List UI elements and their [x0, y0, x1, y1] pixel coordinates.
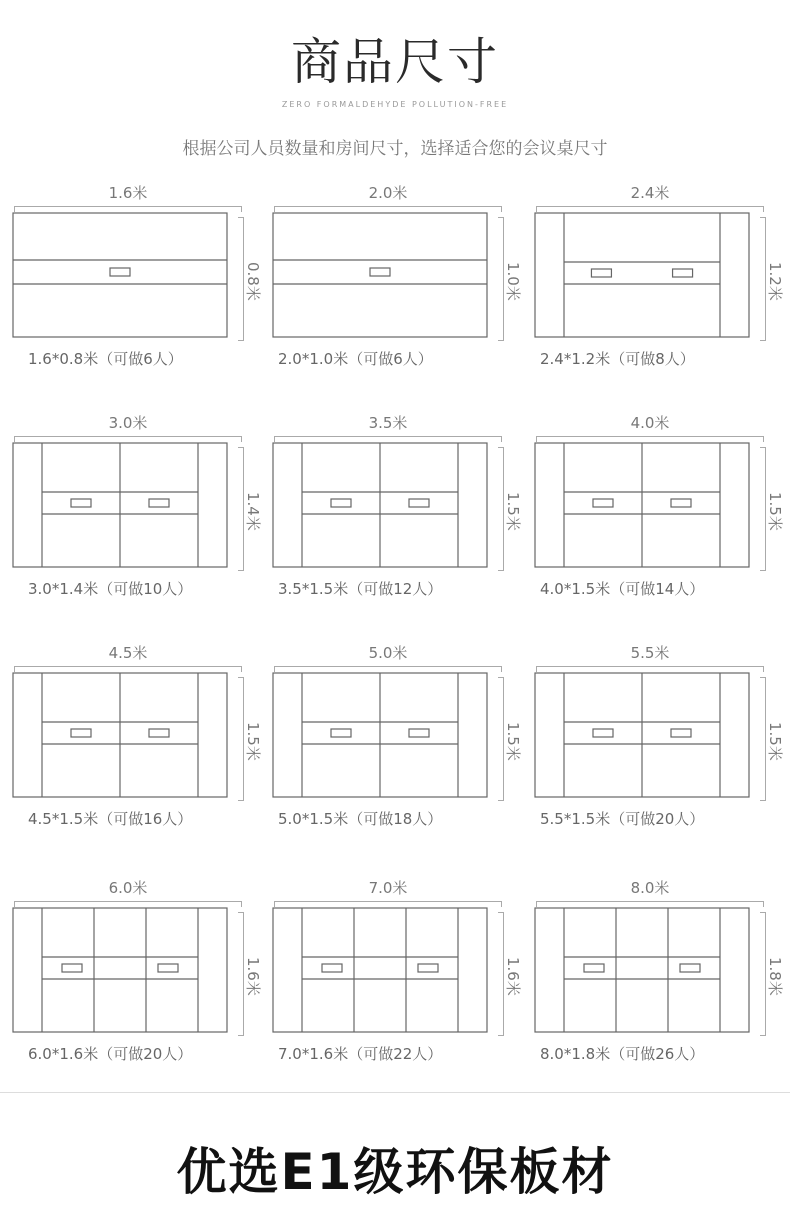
table-diagram [534, 212, 750, 338]
section-divider [0, 1092, 790, 1093]
size-caption: 4.0*1.5米（可做14人） [540, 580, 705, 598]
power-socket-icon [370, 268, 390, 276]
power-socket-icon [71, 499, 91, 507]
width-label: 3.5米 [368, 414, 408, 432]
power-socket-icon [331, 729, 351, 737]
subtitle-english: ZERO FORMALDEHYDE POLLUTION-FREE [281, 100, 509, 109]
size-card [272, 182, 534, 382]
power-socket-icon [110, 268, 130, 276]
table-outline [273, 908, 487, 1032]
width-label: 3.0米 [108, 414, 148, 432]
size-card [12, 182, 274, 382]
power-socket-icon [671, 729, 691, 737]
table-diagram [534, 907, 750, 1033]
power-socket-icon [409, 729, 429, 737]
width-label: 1.6米 [108, 184, 148, 202]
power-socket-icon [593, 729, 613, 737]
size-card [534, 412, 790, 612]
size-caption: 4.5*1.5米（可做16人） [28, 810, 193, 828]
width-label: 5.5米 [630, 644, 670, 662]
size-caption: 6.0*1.6米（可做20人） [28, 1045, 193, 1063]
table-diagram [12, 672, 228, 798]
size-caption: 5.0*1.5米（可做18人） [278, 810, 443, 828]
power-socket-icon [418, 964, 438, 972]
footer-title: 优选E1级环保板材 [176, 1143, 614, 1201]
height-label: 1.5米 [504, 492, 522, 531]
height-label: 1.5米 [766, 492, 784, 531]
width-label: 7.0米 [368, 879, 408, 897]
size-caption: 8.0*1.8米（可做26人） [540, 1045, 705, 1063]
height-label: 1.5米 [504, 722, 522, 761]
height-label: 1.6米 [244, 957, 262, 996]
power-socket-icon [71, 729, 91, 737]
size-card [12, 642, 274, 842]
size-caption: 2.0*1.0米（可做6人） [278, 350, 433, 368]
table-diagram [534, 672, 750, 798]
size-caption: 7.0*1.6米（可做22人） [278, 1045, 443, 1063]
width-label: 5.0米 [368, 644, 408, 662]
table-outline [13, 908, 227, 1032]
power-socket-icon [584, 964, 604, 972]
power-socket-icon [409, 499, 429, 507]
size-card [534, 182, 790, 382]
size-caption: 1.6*0.8米（可做6人） [28, 350, 183, 368]
table-diagram [272, 442, 488, 568]
page-subtitle: 根据公司人员数量和房间尺寸，选择适合您的会议桌尺寸 [182, 139, 608, 159]
size-card [272, 642, 534, 842]
table-outline [535, 908, 749, 1032]
table-outline [535, 213, 749, 337]
height-label: 1.5米 [244, 722, 262, 761]
size-card [534, 877, 790, 1077]
table-diagram [272, 907, 488, 1033]
width-label: 6.0米 [108, 879, 148, 897]
width-label: 4.0米 [630, 414, 670, 432]
width-label: 2.0米 [368, 184, 408, 202]
table-diagram [12, 442, 228, 568]
power-socket-icon [149, 729, 169, 737]
table-outline [273, 213, 487, 337]
power-socket-icon [331, 499, 351, 507]
power-socket-icon [158, 964, 178, 972]
size-card [12, 877, 274, 1077]
size-caption: 3.0*1.4米（可做10人） [28, 580, 193, 598]
height-label: 0.8米 [244, 262, 262, 301]
width-label: 2.4米 [630, 184, 670, 202]
power-socket-icon [593, 499, 613, 507]
height-label: 1.2米 [766, 262, 784, 301]
height-label: 1.6米 [504, 957, 522, 996]
power-socket-icon [591, 269, 611, 277]
size-caption: 5.5*1.5米（可做20人） [540, 810, 705, 828]
height-label: 1.0米 [504, 262, 522, 301]
power-socket-icon [62, 964, 82, 972]
page-title: 商品尺寸 [291, 33, 499, 91]
table-diagram [272, 212, 488, 338]
width-label: 4.5米 [108, 644, 148, 662]
height-label: 1.4米 [244, 492, 262, 531]
size-caption: 2.4*1.2米（可做8人） [540, 350, 695, 368]
size-card [534, 642, 790, 842]
size-caption: 3.5*1.5米（可做12人） [278, 580, 443, 598]
power-socket-icon [680, 964, 700, 972]
power-socket-icon [149, 499, 169, 507]
height-label: 1.5米 [766, 722, 784, 761]
table-diagram [534, 442, 750, 568]
table-diagram [12, 212, 228, 338]
power-socket-icon [673, 269, 693, 277]
height-label: 1.8米 [766, 957, 784, 996]
power-socket-icon [322, 964, 342, 972]
size-card [12, 412, 274, 612]
power-socket-icon [671, 499, 691, 507]
size-card [272, 877, 534, 1077]
size-card [272, 412, 534, 612]
table-diagram [272, 672, 488, 798]
width-label: 8.0米 [630, 879, 670, 897]
table-outline [13, 213, 227, 337]
table-diagram [12, 907, 228, 1033]
